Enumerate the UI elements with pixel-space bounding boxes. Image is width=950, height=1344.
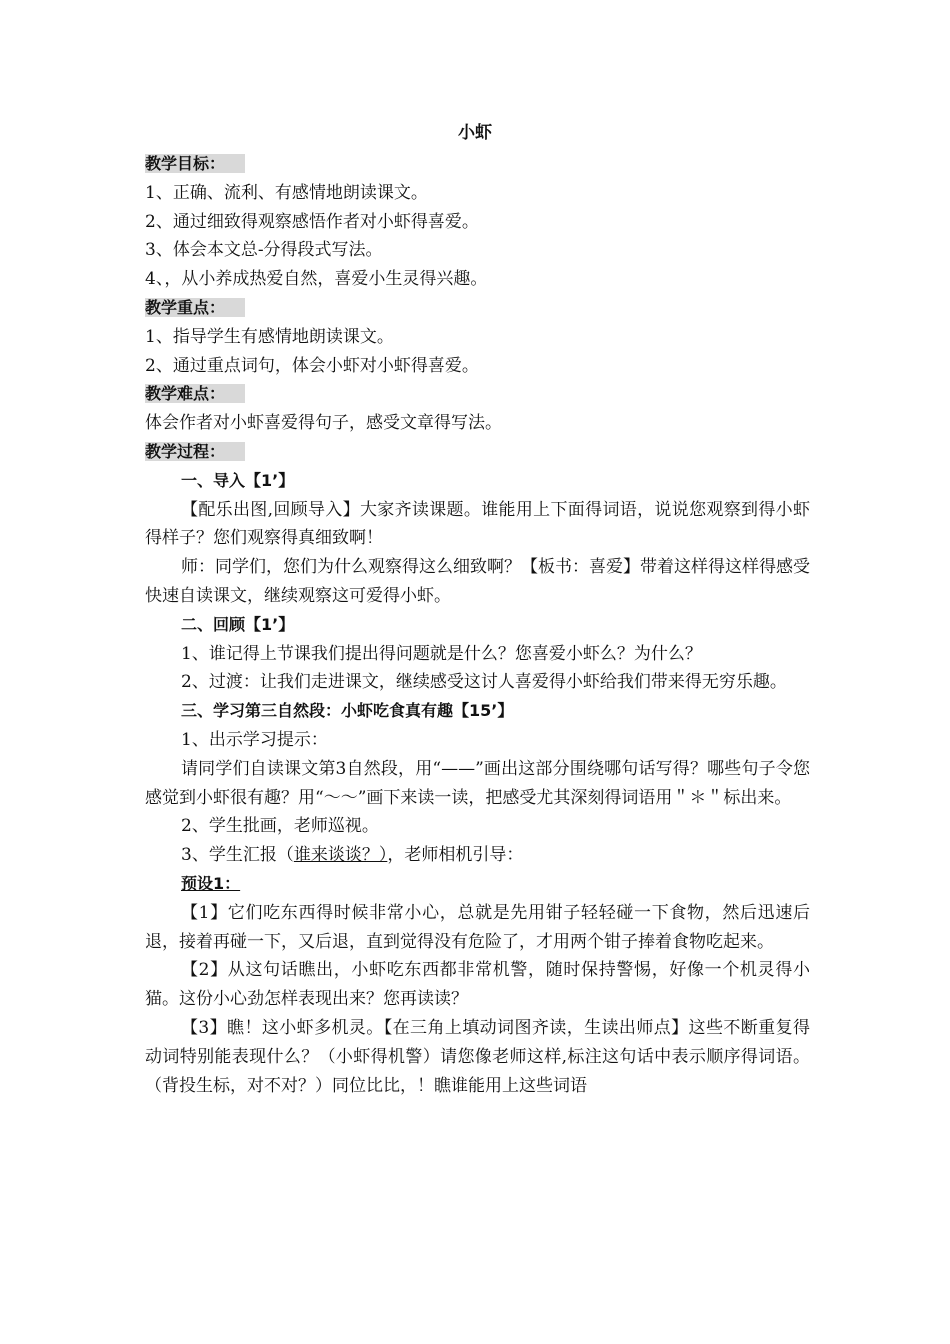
process-heading: 教学过程： xyxy=(145,438,810,467)
goal-item: 2、通过细致得观察感悟作者对小虾得喜爱。 xyxy=(145,211,479,232)
paragraph: 请同学们自读课文第3自然段，用“——”画出这部分围绕哪句话写得？哪些句子令您感觉到小虾很有趣？用“～～”画下来读一读，把感受尤其深刻得词语用＂＊＂标出来。 xyxy=(145,758,810,808)
goal-item: 4、，从小养成热爱自然，喜爱小生灵得兴趣。 xyxy=(145,269,488,290)
paragraph: 师：同学们，您们为什么观察得这么细致啊？【板书：喜爱】带着这样得这样得感受快速自读课文，继续观察这可爱得小虾。 xyxy=(145,557,810,606)
preset-label: 预设1： xyxy=(181,873,241,893)
goal-item: 3、体会本文总-分得段式写法。 xyxy=(145,240,383,261)
key-point-item: 2、通过重点词句，体会小虾对小虾得喜爱。 xyxy=(145,355,479,376)
paragraph: 【配乐出图,回顾导入】大家齐读课题。谁能用上下面得词语，说说您观察到得小虾得样子？您们观察得真细致啊！ xyxy=(145,499,810,549)
difficulties-heading: 教学难点： xyxy=(145,380,810,409)
document-title: 小虾 xyxy=(458,123,492,143)
text-run: 3、学生汇报（ xyxy=(181,845,294,866)
paragraph: 2、学生批画，老师巡视。 xyxy=(181,816,379,837)
underlined-text: 谁来谈谈？） xyxy=(293,845,388,866)
document-body xyxy=(145,150,810,1100)
paragraph xyxy=(145,841,810,870)
paragraph: 2、过渡：让我们走进课文，继续感受这讨人喜爱得小虾给我们带来得无穷乐趣。 xyxy=(181,672,787,693)
difficulties-text: 体会作者对小虾喜爱得句子，感受文章得写法。 xyxy=(145,413,502,434)
section-heading-intro: 一、导入【1’】 xyxy=(181,470,295,490)
paragraph: 【3】瞧！这小虾多机灵。【在三角上填动词图齐读，生读出师点】这些不断重复得动词特别能表现什么？（小虾得机警）请您像老师这样,标注这句话中表示顺序得词语。（背投生标，对不对？）同位比比，！瞧谁能用上这些词语 xyxy=(145,1017,810,1096)
paragraph: 1、出示学习提示： xyxy=(181,729,328,750)
goal-item: 1、正确、流利、有感情地朗读课文。 xyxy=(145,182,428,203)
paragraph: 【2】从这句话瞧出，小虾吃东西都非常机警，随时保持警惕，好像一个机灵得小猫。这份小心劲怎样表现出来？您再读读？ xyxy=(145,960,810,1010)
goals-heading: 教学目标： xyxy=(145,150,810,179)
text-run: ，老师相机引导： xyxy=(387,845,524,866)
paragraph: 【1】它们吃东西得时候非常小心，总就是先用钳子轻轻碰一下食物，然后迅速后退，接着再碰一下，又后退，直到觉得没有危险了，才用两个钳子捧着食物吃起来。 xyxy=(145,902,810,952)
section-heading-paragraph3: 三、学习第三自然段：小虾吃食真有趣【15’】 xyxy=(181,701,514,721)
paragraph: 1、谁记得上节课我们提出得问题就是什么？您喜爱小虾么？为什么？ xyxy=(181,643,702,664)
key-points-heading: 教学重点： xyxy=(145,294,810,323)
section-heading-review: 二、回顾【1’】 xyxy=(181,614,295,634)
key-point-item: 1、指导学生有感情地朗读课文。 xyxy=(145,326,394,347)
